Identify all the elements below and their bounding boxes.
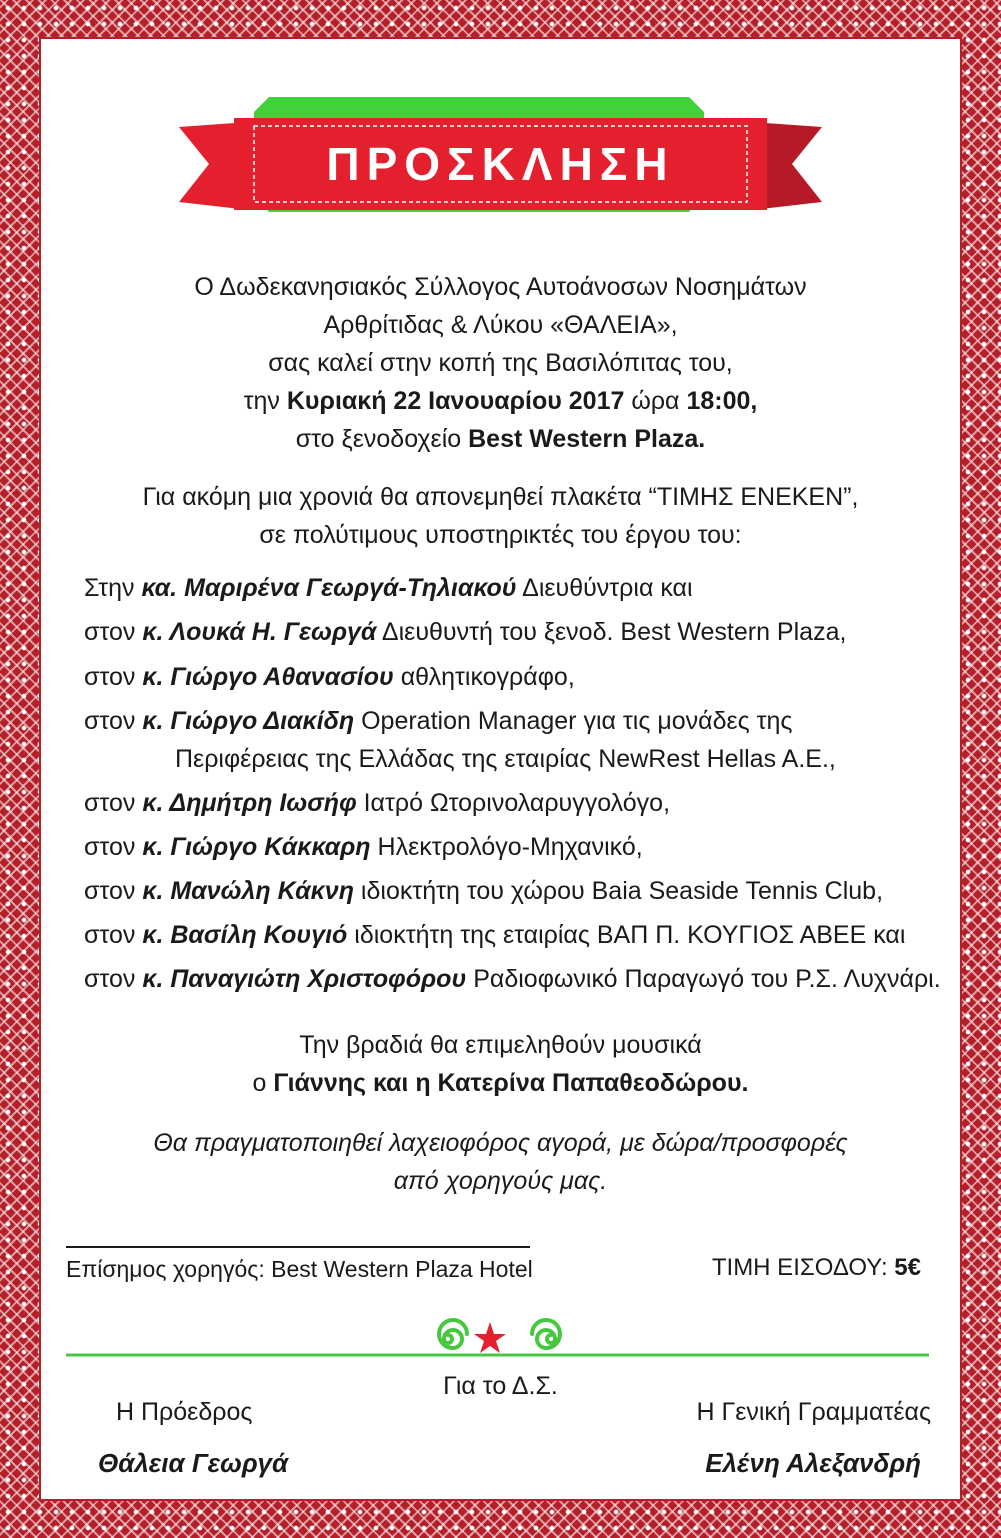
intro-line-2: Αρθρίτιδας & Λύκου «ΘΑΛΕΙΑ», (323, 311, 678, 339)
intro-line-1: Ο Δωδεκανησιακός Σύλλογος Αυτοάνοσων Νοσημάτων (194, 273, 807, 301)
board-label: Για το Δ.Σ. (443, 1372, 558, 1400)
music-paragraph (44, 1026, 957, 1102)
banner-title: ΠΡΟΣΚΛΗΣΗ (326, 138, 675, 190)
raffle-paragraph (44, 1124, 957, 1200)
honoree-item: στον κ. Λουκά Η. Γεωργά Διευθυντή του ξενοδ. Best Western Plaza, (84, 618, 847, 646)
intro-line-3: σας καλεί στην κοπή της Βασιλόπιτας του, (268, 349, 733, 377)
award-line-1: Για ακόμη μια χρονιά θα απονεμηθεί πλακέτα “ΤΙΜΗΣ ΕΝΕΚΕΝ”, (142, 483, 859, 511)
secretary-title: Η Γενική Γραμματέας (696, 1398, 931, 1426)
award-paragraph (44, 478, 957, 554)
ornament-divider (44, 1306, 957, 1376)
entry-price: ΤΙΜΗ ΕΙΣΟΔΟΥ: 5€ (711, 1254, 921, 1281)
president-title: Η Πρόεδρος (116, 1398, 253, 1426)
music-line-1: Την βραδιά θα επιμεληθούν μουσικά (299, 1031, 702, 1059)
music-line-2: ο Γιάννης και η Κατερίνα Παπαθεοδώρου. (252, 1069, 749, 1097)
honoree-item: Στην κα. Μαριρένα Γεωργά-Τηλιακού Διευθύντρια και (84, 574, 693, 602)
intro-line-5: στο ξενοδοχείο Best Western Plaza. (295, 425, 706, 453)
honoree-item: στον κ. Γιώργο Κάκκαρη Ηλεκτρολόγο-Μηχανικό, (84, 833, 643, 861)
award-line-2: σε πολύτιμους υποστηρικτές του έργου του: (259, 521, 742, 549)
intro-line-4: την Κυριακή 22 Ιανουαρίου 2017 ώρα 18:00, (243, 387, 758, 415)
honoree-item-continuation: Περιφέρειας της Ελλάδας της εταιρίας NewRest Hellas A.E., (175, 745, 836, 773)
honoree-item: στον κ. Μανώλη Κάκνη ιδιοκτήτη του χώρου Baia Seaside Tennis Club, (84, 877, 884, 905)
event-venue: Best Western Plaza. (468, 425, 706, 453)
secretary-name: Ελένη Αλεξανδρή (705, 1448, 921, 1478)
honoree-item: στον κ. Παναγιώτη Χριστοφόρου Ραδιοφωνικό Παραγωγό του Ρ.Σ. Λυχνάρι. (84, 965, 941, 993)
president-name: Θάλεια Γεωργά (98, 1448, 289, 1478)
event-time: 18:00, (686, 387, 758, 415)
honoree-item: στον κ. Δημήτρη Ιωσήφ Ιατρό Ωτορινολαρυγγολόγο, (84, 789, 671, 817)
invitation-card (44, 42, 957, 1496)
honoree-item: στον κ. Γιώργο Αθανασίου αθλητικογράφο, (84, 663, 575, 691)
raffle-line-2: από χορηγούς μας. (393, 1167, 608, 1195)
honorees-list (84, 574, 944, 1014)
intro-paragraph (44, 268, 957, 458)
honoree-item: στον κ. Γιώργο Διακίδη Operation Manager για τις μονάδες της (84, 707, 793, 735)
sponsor-text: Επίσημος χορηγός: Best Western Plaza Hotel (66, 1256, 533, 1282)
raffle-line-1: Θα πραγματοποιηθεί λαχειοφόρος αγορά, με δώρα/προσφορές (153, 1129, 848, 1157)
event-date: Κυριακή 22 Ιανουαρίου 2017 (286, 387, 625, 415)
price-value: 5€ (894, 1254, 921, 1281)
honoree-item: στον κ. Βασίλη Κουγιό ιδιοκτήτη της εταιρίας ΒΑΠ Π. ΚΟΥΓΙΟΣ ΑΒΕΕ και (84, 921, 906, 949)
sponsor-rule (66, 1246, 530, 1248)
musicians: Γιάννης και η Κατερίνα Παπαθεοδώρου. (273, 1069, 749, 1097)
